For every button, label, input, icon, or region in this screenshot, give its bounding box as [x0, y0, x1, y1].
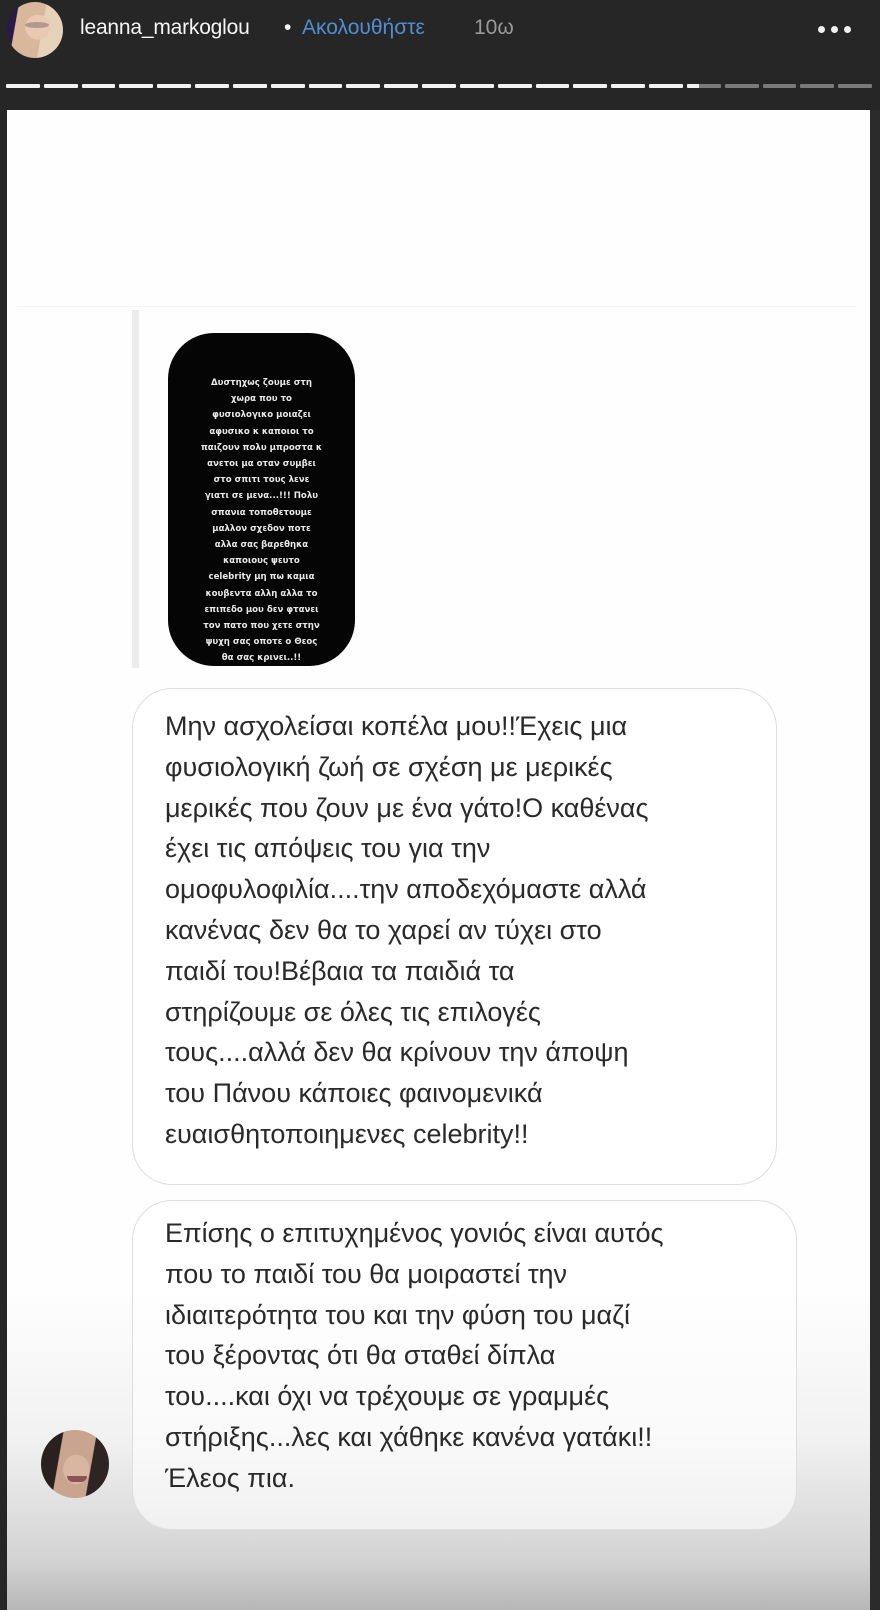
progress-segment [309, 84, 343, 88]
progress-segment [725, 84, 759, 88]
progress-segment [611, 84, 645, 88]
story-text-line: τον πατο που χετε στην [203, 621, 320, 632]
message-text-line: που το παιδί του θα μοιραστεί την [165, 1258, 567, 1289]
story-text-line: γιατι σε μενα...!!! Πολυ [204, 491, 319, 502]
message-text-line: έχει τις απόψεις του για την [165, 833, 491, 864]
more-horizontal-icon [818, 26, 825, 33]
story-progress-bar [6, 84, 872, 88]
more-horizontal-icon [831, 26, 838, 33]
message-text-line: φυσιολογική ζωή σε σχέση με μερικές [165, 751, 613, 782]
quoted-story-thumbnail[interactable] [168, 333, 355, 666]
message-text-line: τους....αλλά δεν θα κρίνουν την άποψη [165, 1037, 629, 1068]
message-text-line: ομοφυλοφιλία....την αποδεχόμαστε αλλά [165, 874, 647, 905]
message-text-line: ιδιαιτερότητα του και την φύση του μαζί [165, 1299, 631, 1330]
story-text-line: θα σας κρινει..!! [221, 653, 302, 664]
message-text-line: στήριξης...λες και χάθηκε κανένα γατάκι!! [165, 1421, 653, 1452]
progress-segment [195, 84, 229, 88]
progress-segment [649, 84, 683, 88]
story-text-line: Δυστηχως ζουμε στη [210, 378, 313, 388]
progress-segment [346, 84, 380, 88]
story-text-line: αφυσικο κ καποιοι το [209, 426, 314, 437]
message-bubble [132, 688, 777, 1185]
story-text-line: μαλλον σχεδον ποτε [212, 523, 311, 534]
progress-segment [838, 84, 872, 88]
progress-segment [44, 84, 78, 88]
message-text-line: του ξέροντας ότι θα σταθεί δίπλα [165, 1340, 556, 1371]
story-header [0, 0, 880, 110]
story-text-line: χωρα που το [231, 394, 292, 405]
story-text-line: ψυχη σας οποτε ο Θεος [205, 637, 318, 648]
more-horizontal-icon [844, 26, 851, 33]
progress-segment [82, 84, 116, 88]
screen-edge [870, 110, 880, 1610]
story-text-line: κουβεντα αλλη αλλα το [205, 588, 318, 599]
more-options-button[interactable] [812, 20, 856, 38]
message-bubble [132, 1200, 797, 1530]
progress-segment [157, 84, 191, 88]
story-text-line: επιπεδο μου δεν φτανει [204, 604, 319, 615]
story-text-line: φυσιολογικο μοιαζει [212, 410, 311, 421]
progress-segment [763, 84, 797, 88]
message-text-line: κανένας δεν θα το χαρεί αν τύχει στο [165, 914, 602, 945]
story-text-line: παιζουν πολυ μπροστα κ [201, 442, 322, 453]
message-text-line: ευαισθητοποιημενες celebrity!! [165, 1118, 529, 1149]
quote-bar [132, 310, 139, 668]
story-text-line: celebrity μη πω καμια [208, 572, 315, 583]
progress-segment [573, 84, 607, 88]
progress-segment [536, 84, 570, 88]
progress-segment [460, 84, 494, 88]
progress-segment [119, 84, 153, 88]
divider [17, 306, 857, 307]
message-text-line: παιδί του!Βέβαια τα παιδιά τα [165, 955, 515, 986]
story-text-line: αλλα σας βαρεθηκα [214, 540, 309, 551]
message-text-line: του....και όχι να τρέχουμε σε γραμμές [165, 1381, 610, 1412]
username[interactable]: leanna_markoglou [80, 16, 250, 39]
story-text-line: ανετοι μα οταν συμβει [207, 459, 316, 470]
message-text-line: μερικές που ζουν με ένα γάτο!Ο καθένας [165, 792, 649, 823]
progress-segment [687, 84, 721, 88]
progress-segment [271, 84, 305, 88]
message-text-line: Μην ασχολείσαι κοπέλα μου!!Έχεις μια [165, 711, 628, 741]
blank-area [7, 110, 870, 306]
separator-dot: • [284, 16, 292, 39]
profile-avatar[interactable] [7, 2, 63, 58]
progress-segment [498, 84, 532, 88]
story-text-line: καποιους ψευτο [223, 556, 300, 567]
story-text-line: στο σπιτι τους λενε [213, 475, 310, 486]
progress-segment [6, 84, 40, 88]
message-text-line: Επίσης ο επιτυχημένος γονιός είναι αυτός [165, 1218, 664, 1248]
message-text-line: στηρίζουμε σε όλες τις επιλογές [165, 996, 541, 1027]
timestamp: 10ω [474, 16, 514, 39]
progress-segment [800, 84, 834, 88]
message-text-line: Έλεος πια. [165, 1462, 295, 1493]
story-text-line: σπανια τοποθετουμε [211, 507, 312, 518]
progress-segment [422, 84, 456, 88]
message-text-line: του Πάνου κάποιες φαινομενικά [165, 1078, 543, 1109]
follow-button[interactable]: Ακολουθήστε [302, 16, 425, 39]
story-content[interactable] [7, 110, 870, 1610]
progress-segment [384, 84, 418, 88]
commenter-avatar[interactable] [41, 1430, 109, 1498]
progress-segment [233, 84, 267, 88]
